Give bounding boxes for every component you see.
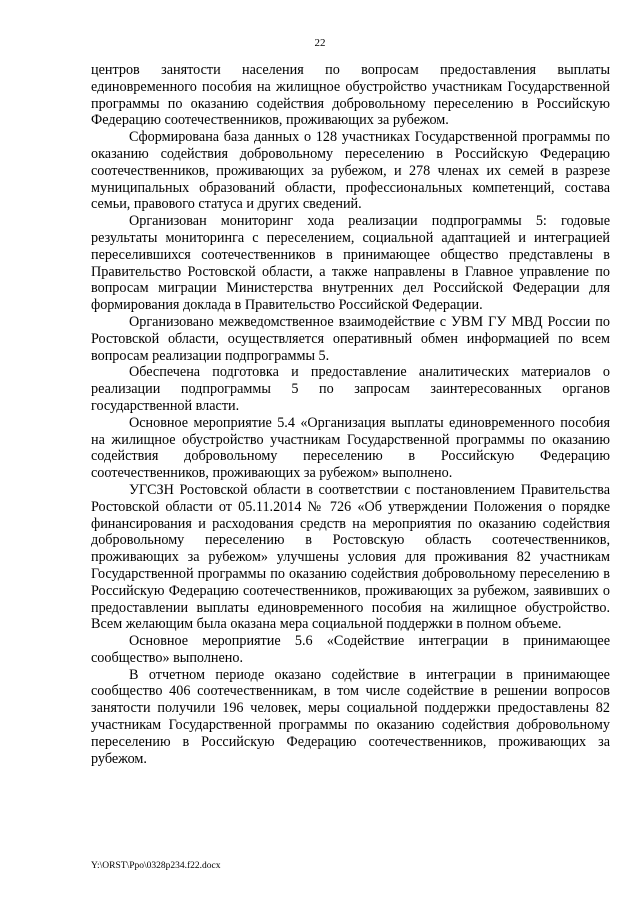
- paragraph-interaction: Организовано межведомственное взаимодействие с УВМ ГУ МВД России по Ростовской области, осуществляется оперативный обмен информацией по всем вопросам реализации подпрограммы 5.: [91, 313, 610, 364]
- paragraph-analytics: Обеспечена подготовка и предоставление аналитических материалов о реализации подпрограммы 5 по запросам заинтересованных органов государственной власти.: [91, 364, 610, 414]
- page-number: 22: [314, 37, 326, 49]
- paragraph-continuation: центров занятости населения по вопросам предоставления выплаты единовременного пособия на жилищное обустройство участникам Государственной программы по оказанию содействия добровольному переселению в Российскую Федерацию соотечественников, проживающих за рубежом.: [91, 62, 610, 129]
- paragraph-measure-5-6: Основное мероприятие 5.6 «Содействие интеграции в принимающее сообщество» выполнено.: [91, 633, 610, 666]
- paragraph-monitoring: Организован мониторинг хода реализации подпрограммы 5: годовые результаты мониторинга с переселением, социальной адаптацией и интеграцией переселившихся соотечественников в принимающее общество представлены в Правительство Ростовской области, а также направлены в Главное управление по вопросам миграции Министерства внутренних дел Российской Федерации для формирования доклада в Правительство Российской Федерации.: [91, 213, 610, 314]
- footer-file-path: Y:\ORST\Ppo\0328p234.f22.docx: [91, 861, 221, 871]
- paragraph-ugszn: УГСЗН Ростовской области в соответствии с постановлением Правительства Ростовской области от 05.11.2014 № 726 «Об утверждении Положения о порядке финансирования и расходования средств на мероприятия по оказанию содействия добровольному переселению в Ростовскую область соотечественников, проживающих за рубежом» улучшены условия для проживания 82 участникам Государственной программы по оказанию содействия добровольному переселению в Российскую Федерацию соотечественников, проживающих за рубежом, заявивших о предоставлении выплаты единовременного пособия на жилищное обустройство. Всем желающим была оказана мера социальной поддержки в полном объеме.: [91, 481, 610, 633]
- paragraph-database: Сформирована база данных о 128 участниках Государственной программы по оказанию содействия добровольному переселению в Российскую Федерацию соотечественников, проживающих за рубежом, и 278 членах их семей в разрезе муниципальных образований области, профессиональных компетенций, состава семьи, правового статуса и других сведений.: [91, 129, 610, 213]
- paragraph-measure-5-4: Основное мероприятие 5.4 «Организация выплаты единовременного пособия на жилищное обустройство участникам Государственной программы по оказанию содействия добровольному переселению в Российскую Федерацию соотечественников, проживающих за рубежом» выполнено.: [91, 414, 610, 482]
- paragraph-integration: В отчетном периоде оказано содействие в интеграции в принимающее сообщество 406 соотечественникам, в том числе содействие в решении вопросов занятости получили 196 человек, меры социальной поддержки предоставлены 82 участникам Государственной программы по оказанию содействия добровольному переселению в Российскую Федерацию соотечественников, проживающих за рубежом.: [91, 666, 610, 767]
- document-body: [91, 62, 610, 767]
